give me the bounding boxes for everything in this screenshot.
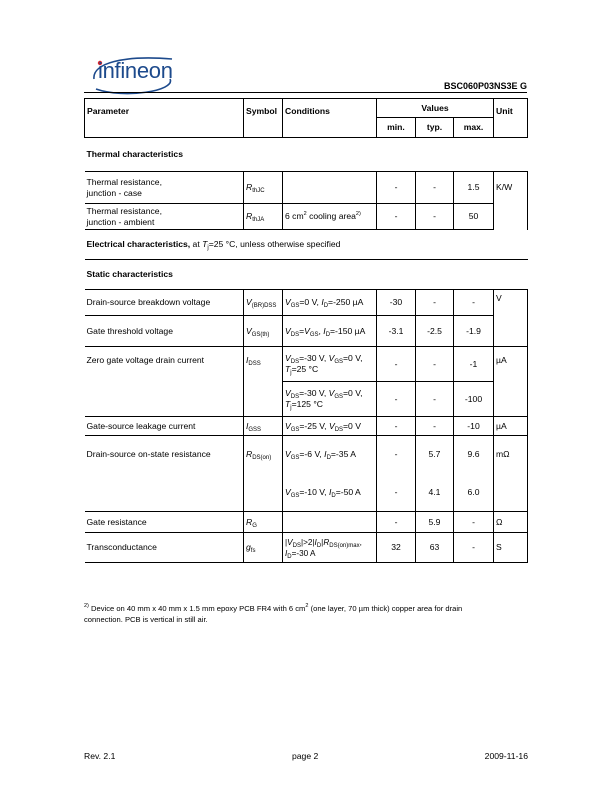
- typ-idss-25c: -: [416, 347, 454, 382]
- conditions-rds-6v: $V_{GS}=-6$ V, $I_D=-35$ A: [283, 436, 377, 474]
- max-rg: -: [454, 512, 494, 533]
- param-gfs: Transconductance: [85, 533, 244, 563]
- conditions-idss-125c: $V_{DS}=-30$ V, $V_{GS}=0$ V, $T_j=125$ °C: [283, 382, 377, 417]
- symbol-vth: $V_{GS(th)}$: [244, 316, 283, 347]
- conditions-vth: $V_{DS}=V_{GS}$, $I_D=-150$ µA: [283, 316, 377, 347]
- min-rthja: -: [377, 204, 416, 230]
- table-row-rthja: [85, 204, 528, 230]
- table-row-rg: [85, 512, 528, 533]
- min-vth: -3.1: [377, 316, 416, 347]
- min-rds-6v: -: [377, 436, 416, 474]
- symbol-rthjc: $R_{thJC}$: [244, 172, 283, 204]
- logo-wordmark: infineon: [98, 58, 173, 83]
- specifications-table: [84, 98, 528, 563]
- table-row-rds-6v: [85, 436, 528, 474]
- section-row-static: [85, 260, 528, 290]
- typ-rthja: -: [416, 204, 454, 230]
- table-row-igss: [85, 417, 528, 436]
- max-vbr: -: [454, 290, 494, 316]
- typ-rds-10v: 4.1: [416, 474, 454, 512]
- symbol-idss: $I_{DSS}$: [244, 347, 283, 417]
- max-vth: -1.9: [454, 316, 494, 347]
- unit-thermal: K/W: [494, 172, 528, 230]
- infineon-logo: [84, 55, 184, 97]
- min-rg: -: [377, 512, 416, 533]
- table-row-vth: [85, 316, 528, 347]
- footer-date: 2009-11-16: [484, 751, 528, 761]
- section-title-electrical: Electrical characteristics, at $T_j=25$ °C, unless otherwise specified: [85, 230, 528, 260]
- table-row-vbr: [85, 290, 528, 316]
- section-row-thermal: [85, 138, 528, 172]
- symbol-vbr: $V_{(BR)DSS}$: [244, 290, 283, 316]
- max-rthja: 50: [454, 204, 494, 230]
- symbol-rds: $R_{DS(on)}$: [244, 436, 283, 512]
- typ-rds-6v: 5.7: [416, 436, 454, 474]
- col-header-values: Values: [377, 99, 494, 118]
- min-rds-10v: -: [377, 474, 416, 512]
- typ-vbr: -: [416, 290, 454, 316]
- col-header-typ: typ.: [416, 118, 454, 138]
- unit-idss: µA: [494, 347, 528, 417]
- unit-rds: mΩ: [494, 436, 528, 512]
- max-gfs: -: [454, 533, 494, 563]
- symbol-gfs: $g_{fs}$: [244, 533, 283, 563]
- min-gfs: 32: [377, 533, 416, 563]
- max-igss: -10: [454, 417, 494, 436]
- col-header-max: max.: [454, 118, 494, 138]
- conditions-igss: $V_{GS}=-25$ V, $V_{DS}=0$ V: [283, 417, 377, 436]
- conditions-gfs: $|V_{DS}|>2|I_D|R_{DS(on)max}$, $I_D=-30$ A: [283, 533, 377, 563]
- footnote-2: $^{2)}$ Device on 40 mm x 40 mm x 1.5 mm epoxy PCB FR4 with 6 $cm^2$ (one layer, 70 µm thick) copper area for drain connection. PCB is vertical in still air.: [84, 603, 463, 624]
- col-header-symbol: Symbol: [244, 99, 283, 138]
- min-idss-25c: -: [377, 347, 416, 382]
- max-idss-25c: -1: [454, 347, 494, 382]
- max-rds-6v: 9.6: [454, 436, 494, 474]
- param-rthja: Thermal resistance, junction - ambient: [85, 204, 244, 230]
- min-vbr: -30: [377, 290, 416, 316]
- part-number: BSC060P03NS3E G: [443, 81, 527, 91]
- header-rule: [84, 92, 527, 93]
- unit-gfs: S: [494, 533, 528, 563]
- typ-idss-125c: -: [416, 382, 454, 417]
- footer-revision: Rev. 2.1: [84, 751, 116, 761]
- col-header-conditions: Conditions: [283, 99, 377, 138]
- conditions-rthja: 6 $cm^2$ cooling area$^{2)}$: [283, 204, 377, 230]
- table-header-row: [85, 99, 528, 118]
- footer-page-number: page 2: [292, 751, 319, 761]
- typ-vth: -2.5: [416, 316, 454, 347]
- col-header-parameter: Parameter: [85, 99, 244, 138]
- max-rthjc: 1.5: [454, 172, 494, 204]
- param-rthjc: Thermal resistance, junction - case: [85, 172, 244, 204]
- conditions-vbr: $V_{GS}=0$ V, $I_D=-250$ µA: [283, 290, 377, 316]
- conditions-rds-10v: $V_{GS}=-10$ V, $I_D=-50$ A: [283, 474, 377, 512]
- max-rds-10v: 6.0: [454, 474, 494, 512]
- conditions-idss-25c: $V_{DS}=-30$ V, $V_{GS}=0$ V, $T_j=25$ °C: [283, 347, 377, 382]
- param-idss: Zero gate voltage drain current: [85, 347, 244, 417]
- param-vbr: Drain-source breakdown voltage: [85, 290, 244, 316]
- symbol-rg: $R_G$: [244, 512, 283, 533]
- max-idss-125c: -100: [454, 382, 494, 417]
- param-rds: Drain-source on-state resistance: [85, 436, 244, 512]
- min-rthjc: -: [377, 172, 416, 204]
- section-title-thermal: Thermal characteristics: [85, 138, 528, 172]
- typ-igss: -: [416, 417, 454, 436]
- section-row-electrical: [85, 230, 528, 260]
- min-idss-125c: -: [377, 382, 416, 417]
- table-row-idss-25c: [85, 347, 528, 382]
- param-vth: Gate threshold voltage: [85, 316, 244, 347]
- col-header-min: min.: [377, 118, 416, 138]
- typ-rg: 5.9: [416, 512, 454, 533]
- table-row-gfs: [85, 533, 528, 563]
- typ-gfs: 63: [416, 533, 454, 563]
- typ-rthjc: -: [416, 172, 454, 204]
- symbol-rthja: $R_{thJA}$: [244, 204, 283, 230]
- col-header-unit: Unit: [494, 99, 528, 138]
- min-igss: -: [377, 417, 416, 436]
- unit-rg: Ω: [494, 512, 528, 533]
- unit-vbr: V: [494, 290, 528, 347]
- unit-igss: µA: [494, 417, 528, 436]
- section-title-static: Static characteristics: [85, 260, 528, 290]
- conditions-rg: [283, 512, 377, 533]
- param-rg: Gate resistance: [85, 512, 244, 533]
- table-row-rthjc: [85, 172, 528, 204]
- param-igss: Gate-source leakage current: [85, 417, 244, 436]
- conditions-rthjc: [283, 172, 377, 204]
- symbol-igss: $I_{GSS}$: [244, 417, 283, 436]
